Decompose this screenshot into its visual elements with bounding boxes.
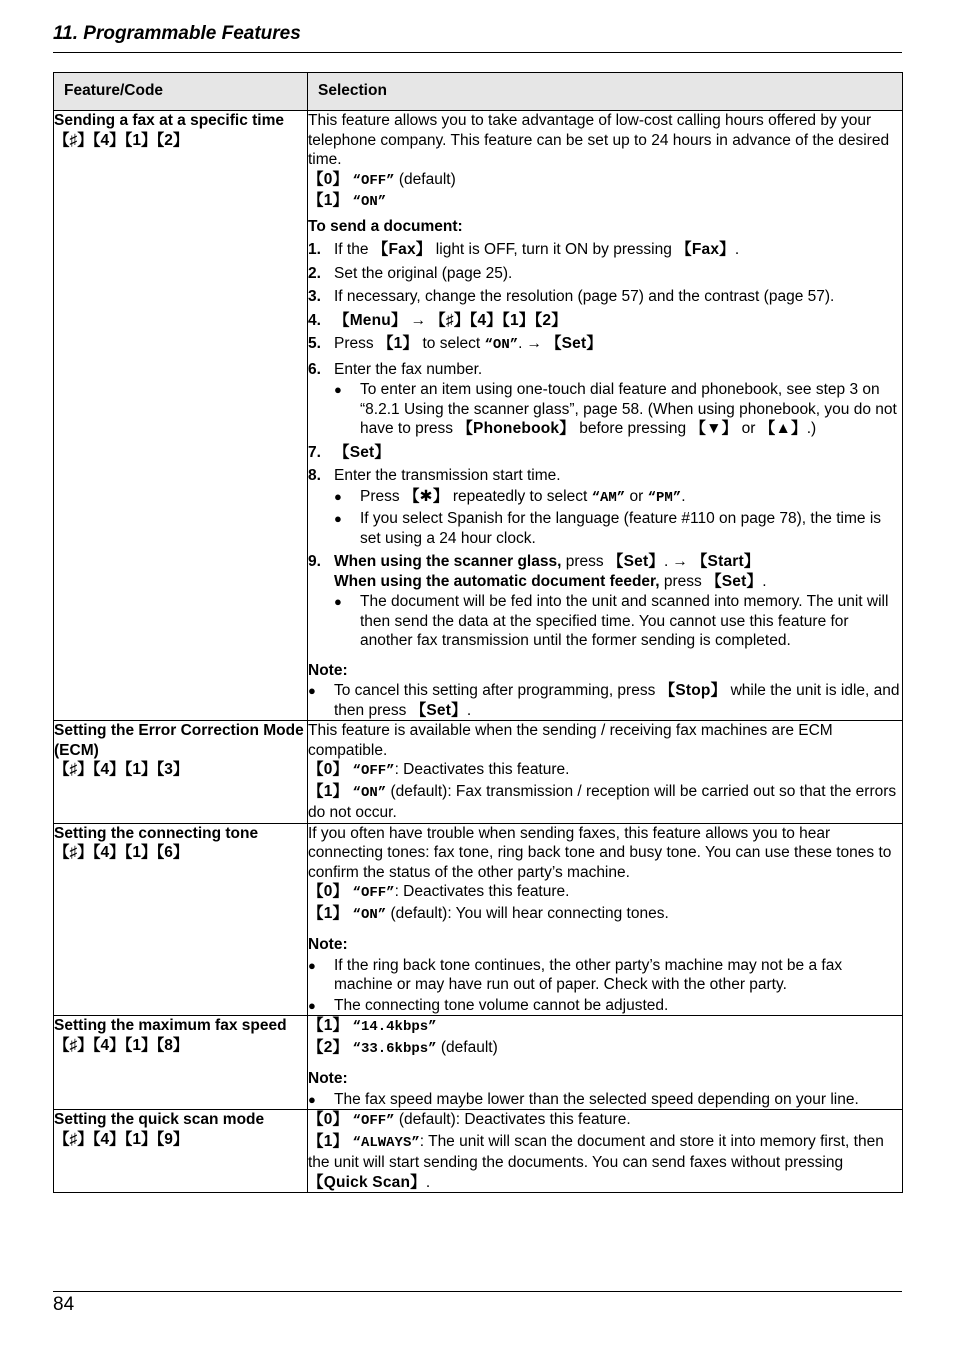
column-header-selection: Selection — [308, 73, 903, 111]
bullet-icon: ● — [308, 957, 316, 973]
option-on: 【1】 “ON” — [308, 192, 387, 210]
option-off: 【0】 “OFF” (default) — [308, 170, 456, 189]
feature-cell — [54, 1110, 308, 1193]
selection-cell — [308, 111, 903, 721]
procedure-step: 8. Enter the transmission start time. ● Press 【✱】 repeatedly to select “AM” or “PM”. ● If you select Spanish for the language (feature #110 on page 78), the time is set using a 24 hour clock. — [308, 466, 902, 548]
bullet-icon: ● — [334, 382, 342, 397]
feature-cell — [54, 111, 308, 721]
column-header-feature: Feature/Code — [54, 73, 308, 111]
procedure-step: 2. Set the original (page 25). — [308, 264, 513, 282]
option-always: 【1】 “ALWAYS”: The unit will scan the document and store it into memory first, then the unit will start sending the documents. You can send faxes without pressing 【Quick Scan】. — [308, 1132, 884, 1191]
feature-code: 【♯】【4】【1】【8】 — [54, 1036, 189, 1054]
feature-name: Setting the connecting tone — [54, 824, 259, 842]
note-item: ● To cancel this setting after programming, press 【Stop】 while the unit is idle, and then press 【Set】. — [308, 682, 900, 719]
bullet-item: ● To enter an item using one-touch dial feature and phonebook, see step 3 on “8.2.1 Using the scanner glass”, page 58. (When using phonebook, you do not have to press 【Phonebook】 before pressing 【▼】 or 【▲】.) — [334, 381, 897, 437]
page-number: 84 — [53, 1294, 75, 1315]
procedure-step: 4. 【Menu】 → 【♯】【4】【1】【2】 — [308, 311, 567, 329]
bullet-item: ● Press 【✱】 repeatedly to select “AM” or “PM”. — [334, 487, 902, 509]
option-on: 【1】 “ON” (default): Fax transmission / reception will be carried out so that the errors do not occur. — [308, 782, 897, 821]
feature-description: If you often have trouble when sending faxes, this feature allows you to hear connecting tones: fax tone, ring back tone and busy tone. You can use these tones to confirm the status of the other party’s machine. — [308, 824, 892, 881]
arrow-right-icon: → — [672, 553, 688, 570]
feature-cell — [54, 823, 308, 1016]
option-off: 【0】 “OFF” (default): Deactivates this feature. — [308, 1111, 631, 1129]
bullet-icon: ● — [334, 511, 342, 526]
note-item: ● If the ring back tone continues, the other party’s machine may not be a fax machine or may have run out of paper. Check with the other party. — [308, 956, 843, 993]
procedure-step: 5. Press 【1】 to select “ON”. → 【Set】 — [308, 335, 603, 353]
feature-name: Setting the Error Correction Mode (ECM) — [54, 722, 304, 759]
feature-name: Setting the quick scan mode — [54, 1111, 265, 1128]
table-row — [54, 823, 903, 1016]
bullet-icon: ● — [334, 594, 342, 609]
procedure-step: 9. When using the scanner glass, press 【Set】. → 【Start】 When using the automatic document feeder, press 【Set】. ● The document will be fed into the unit and scanned into memory. The unit will then send the data at the specified time. You cannot use this feature for another fax transmission until the former sending is completed. — [308, 552, 902, 651]
procedure-step: 3. If necessary, change the resolution (page 57) and the contrast (page 57). — [308, 288, 835, 305]
bullet-icon: ● — [334, 488, 342, 504]
bullet-icon: ● — [308, 997, 316, 1013]
feature-code: 【♯】【4】【1】【6】 — [54, 844, 189, 861]
table-header-row — [54, 73, 903, 111]
feature-description: This feature is available when the sending / receiving fax machines are ECM compatible. — [308, 722, 833, 759]
note-item: ● The connecting tone volume cannot be adjusted. — [308, 996, 669, 1014]
option-33k: 【2】 “33.6kbps” (default) — [308, 1038, 498, 1057]
option-off: 【0】 “OFF”: Deactivates this feature. — [308, 761, 570, 779]
table-row — [54, 1110, 903, 1193]
note-label: Note: — [308, 1070, 348, 1087]
option-on: 【1】 “ON” (default): You will hear connecting tones. — [308, 904, 669, 923]
section-title: 11. Programmable Features — [53, 23, 301, 44]
feature-code: 【♯】【4】【1】【2】 — [54, 131, 189, 149]
page-footer — [53, 1291, 902, 1315]
feature-description: This feature allows you to take advantage of low-cost calling hours offered by your telephone company. This feature can be set up to 24 hours in advance of the desired time. — [308, 112, 890, 168]
bullet-icon: ● — [308, 683, 316, 698]
feature-cell — [54, 721, 308, 824]
note-label: Note: — [308, 936, 348, 953]
procedure-step: 1. If the 【Fax】 light is OFF, turn it ON by pressing 【Fax】. — [308, 241, 740, 258]
note-label: Note: — [308, 661, 348, 679]
arrow-right-icon: → — [410, 311, 427, 329]
feature-cell — [54, 1016, 308, 1110]
feature-name: Sending a fax at a specific time — [54, 112, 284, 129]
option-14k: 【1】 “14.4kbps” — [308, 1017, 437, 1035]
bullet-item: ● The document will be fed into the unit and scanned into memory. The unit will then send the data at the specified time. You cannot use this feature for another fax transmission until the former sending is completed. — [334, 593, 889, 649]
feature-name: Setting the maximum fax speed — [54, 1017, 287, 1034]
procedure-heading: To send a document: — [308, 217, 463, 235]
procedure-step: 6. Enter the fax number. ● To enter an item using one-touch dial feature and phonebook, see step 3 on “8.2.1 Using the scanner glass”, page 58. (When using phonebook, you do not have to press 【Phonebook】 before pressing 【▼】 or 【▲】.) — [308, 360, 902, 439]
feature-code: 【♯】【4】【1】【3】 — [54, 761, 189, 778]
option-off: 【0】 “OFF”: Deactivates this feature. — [308, 883, 570, 901]
bullet-icon: ● — [308, 1091, 316, 1107]
note-item: ● The fax speed maybe lower than the selected speed depending on your line. — [308, 1090, 859, 1108]
selection-cell — [308, 823, 903, 1016]
bullet-item: ● If you select Spanish for the language (feature #110 on page 78), the time is set using a 24 hour clock. — [334, 510, 882, 547]
procedure-step: 7. 【Set】 — [308, 443, 391, 461]
table-row — [54, 721, 903, 824]
selection-cell — [308, 721, 903, 824]
page-header — [53, 22, 902, 53]
feature-code: 【♯】【4】【1】【9】 — [54, 1130, 189, 1148]
table-row — [54, 1016, 903, 1110]
arrow-right-icon: → — [526, 335, 542, 352]
selection-cell — [308, 1016, 903, 1110]
selection-cell — [308, 1110, 903, 1193]
features-table — [53, 72, 903, 1193]
table-row — [54, 111, 903, 721]
